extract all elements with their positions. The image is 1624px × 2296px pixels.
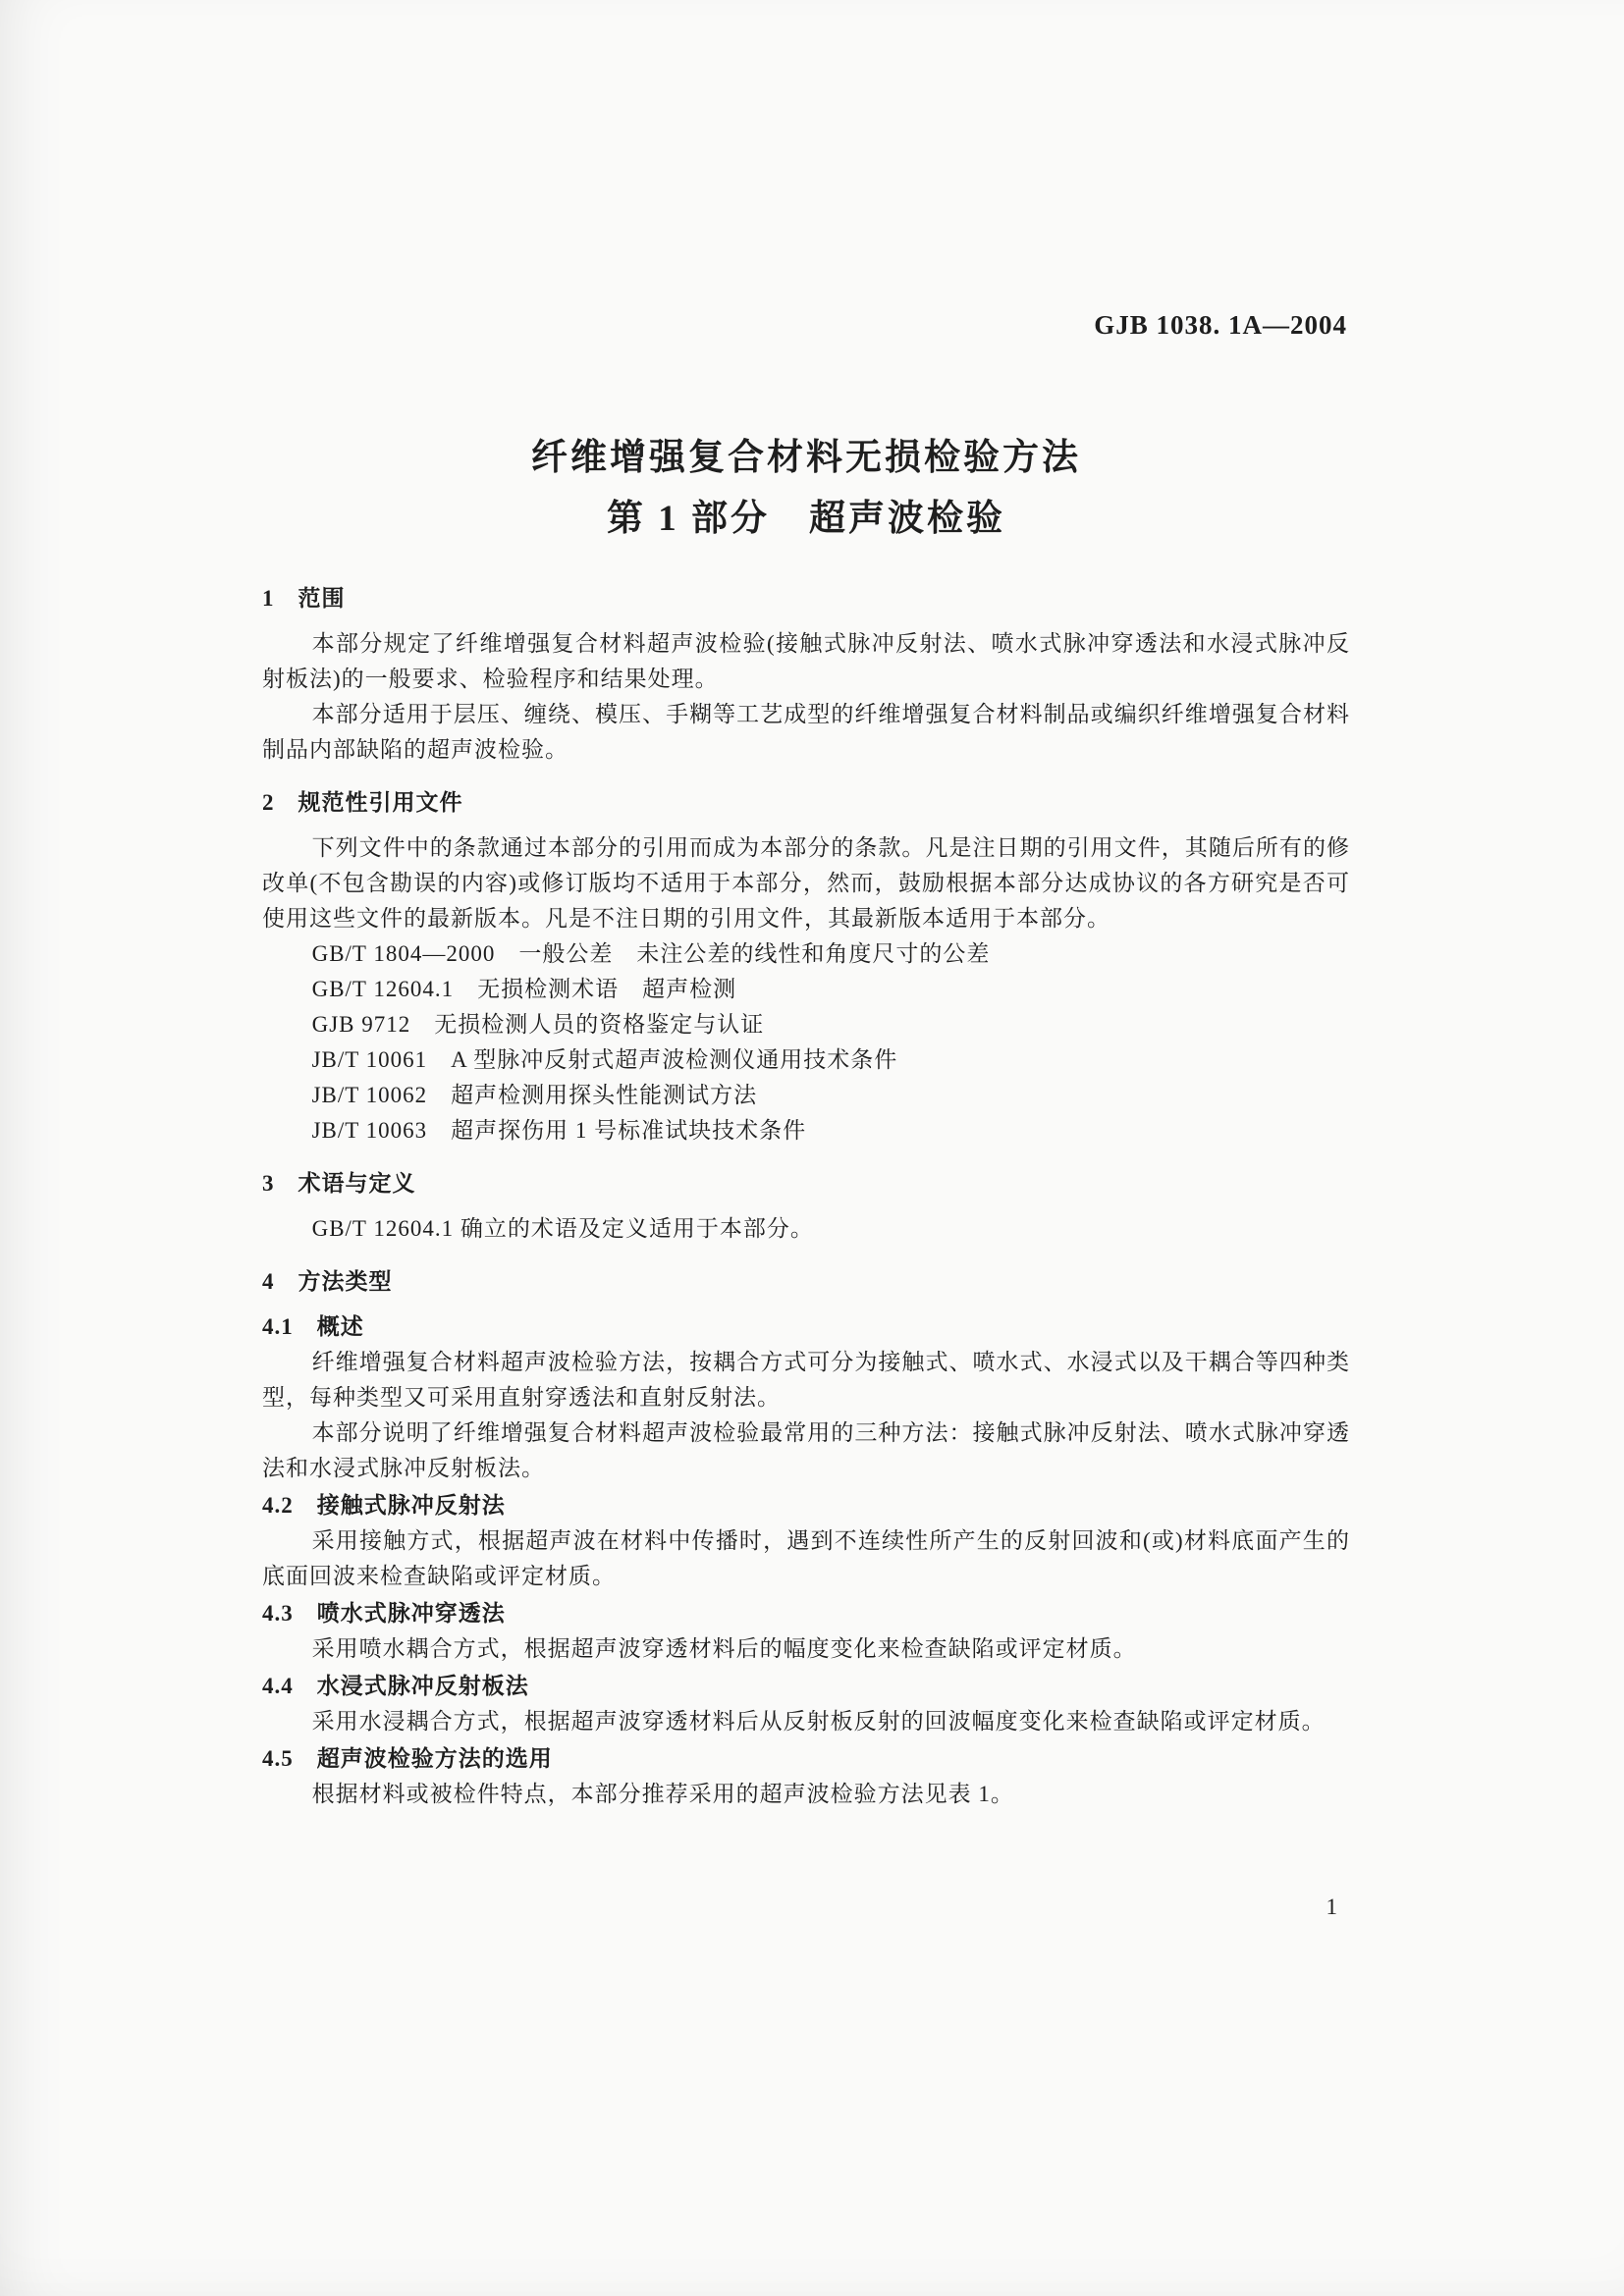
doc-title-line2: 第 1 部分 超声波检验	[607, 499, 1005, 539]
reference-item-6: JB/T 10063 超声探伤用 1 号标准试块技术条件	[311, 1118, 807, 1143]
doc-code: GJB 1038. 1A—2004	[1094, 310, 1347, 340]
section-4-2-heading: 4.2 接触式脉冲反射法	[262, 1493, 506, 1518]
section-2-intro-paragraph: 下列文件中的条款通过本部分的引用而成为本部分的条款。凡是注日期的引用文件，其随后所有的修改单(不包含勘误的内容)或修订版均不适用于本部分，然而，鼓励根据本部分达成协议的各方研究是否可使用这些文件的最新版本。凡是不注日期的引用文件，其最新版本适用于本部分。	[262, 835, 1350, 931]
reference-item-5: JB/T 10062 超声检测用探头性能测试方法	[311, 1083, 758, 1107]
section-4-1-paragraph-2: 本部分说明了纤维增强复合材料超声波检验最常用的三种方法：接触式脉冲反射法、喷水式脉冲穿透法和水浸式脉冲反射板法。	[262, 1420, 1350, 1480]
section-4-3-heading: 4.3 喷水式脉冲穿透法	[262, 1601, 506, 1626]
page-content	[262, 428, 1350, 1812]
section-4-1-heading: 4.1 概述	[262, 1314, 364, 1339]
reference-item-2: GB/T 12604.1 无损检测术语 超声检测	[311, 977, 737, 1001]
section-4-4-heading: 4.4 水浸式脉冲反射板法	[262, 1674, 529, 1698]
reference-item-4: JB/T 10061 A 型脉冲反射式超声波检测仪通用技术条件	[311, 1047, 898, 1072]
section-2-heading: 2 规范性引用文件	[262, 790, 463, 815]
section-4-1-paragraph-1: 纤维增强复合材料超声波检验方法，按耦合方式可分为接触式、喷水式、水浸式以及干耦合等四种类型，每种类型又可采用直射穿透法和直射反射法。	[262, 1350, 1350, 1410]
section-4-5-paragraph: 根据材料或被检件特点，本部分推荐采用的超声波检验方法见表 1。	[311, 1782, 1014, 1806]
reference-item-3: GJB 9712 无损检测人员的资格鉴定与认证	[311, 1012, 765, 1037]
section-4-heading: 4 方法类型	[262, 1269, 393, 1294]
section-1-paragraph-2: 本部分适用于层压、缠绕、模压、手糊等工艺成型的纤维增强复合材料制品或编织纤维增强复合材料制品内部缺陷的超声波检验。	[262, 702, 1350, 762]
section-3-paragraph: GB/T 12604.1 确立的术语及定义适用于本部分。	[311, 1216, 814, 1241]
section-4-2-paragraph: 采用接触方式，根据超声波在材料中传播时，遇到不连续性所产生的反射回波和(或)材料底面产生的底面回波来检查缺陷或评定材质。	[262, 1528, 1350, 1588]
doc-title	[262, 428, 1350, 550]
reference-item-1: GB/T 1804—2000 一般公差 未注公差的线性和角度尺寸的公差	[311, 941, 991, 966]
section-4-3-paragraph: 采用喷水耦合方式，根据超声波穿透材料后的幅度变化来检查缺陷或评定材质。	[311, 1636, 1137, 1661]
section-1-heading: 1 范围	[262, 586, 346, 611]
section-3-heading: 3 术语与定义	[262, 1171, 416, 1196]
section-1-paragraph-1: 本部分规定了纤维增强复合材料超声波检验(接触式脉冲反射法、喷水式脉冲穿透法和水浸式脉冲反射板法)的一般要求、检验程序和结果处理。	[262, 631, 1350, 691]
page-number: 1	[1326, 1895, 1337, 1919]
doc-title-line1: 纤维增强复合材料无损检验方法	[531, 438, 1081, 478]
section-4-4-paragraph: 采用水浸耦合方式，根据超声波穿透材料后从反射板反射的回波幅度变化来检查缺陷或评定材质。	[311, 1709, 1326, 1734]
section-4-5-heading: 4.5 超声波检验方法的选用	[262, 1746, 553, 1771]
